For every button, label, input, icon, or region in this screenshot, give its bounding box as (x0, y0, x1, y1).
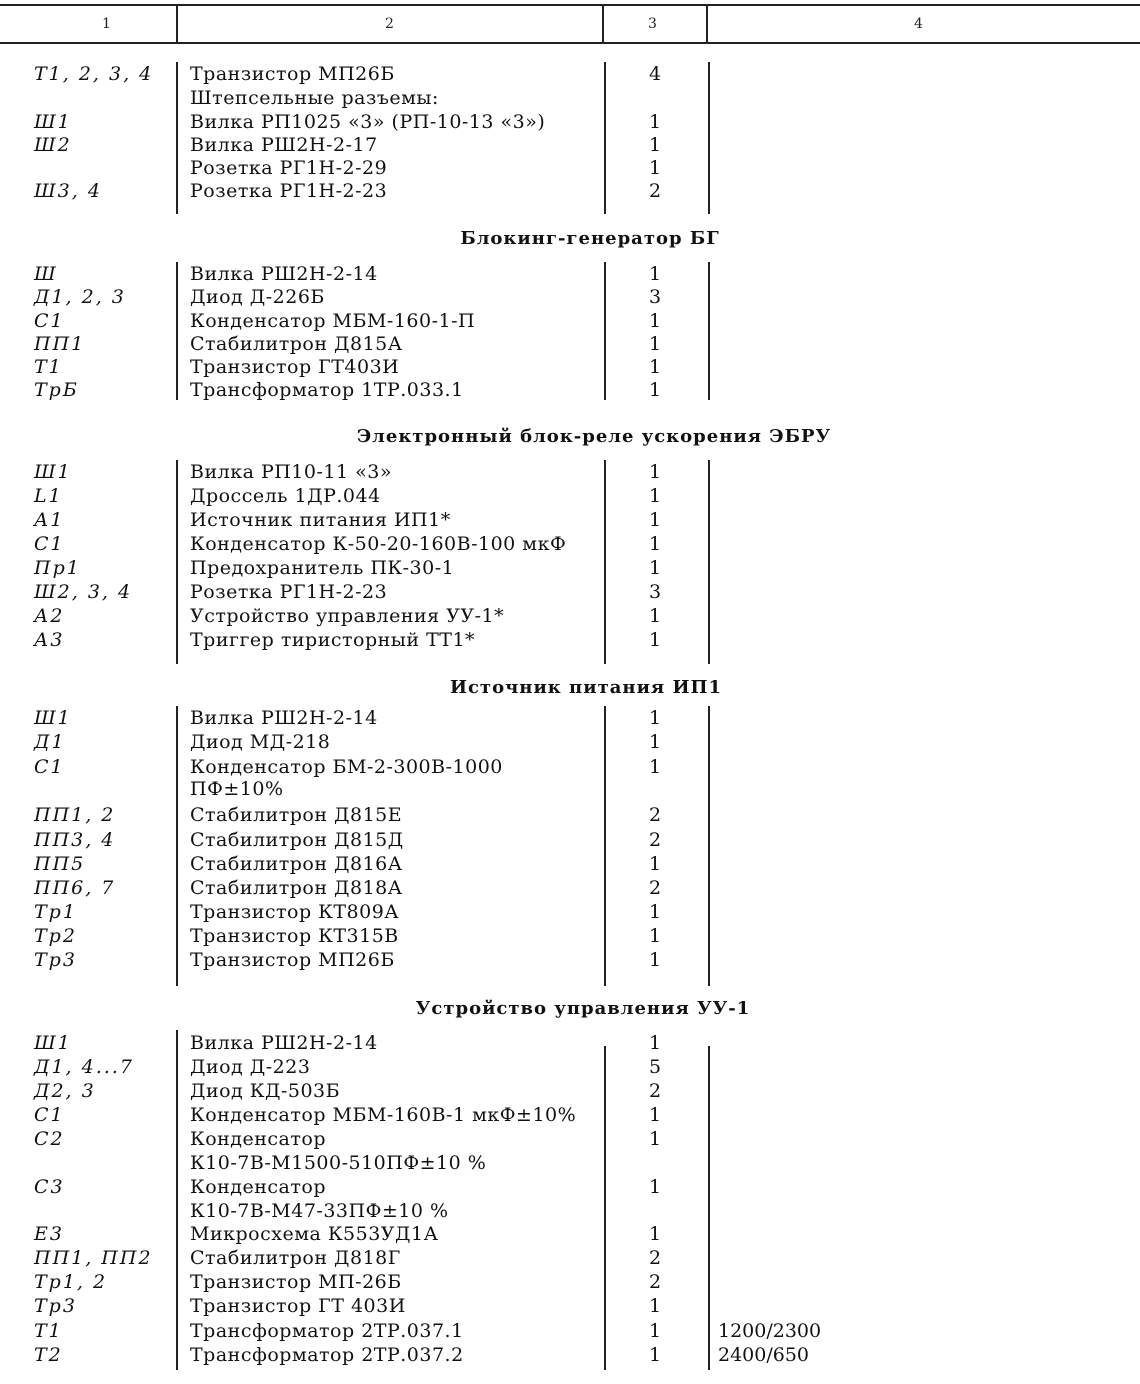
table-row (0, 285, 1140, 309)
quantity: 1 (648, 111, 662, 133)
component-name: Конденсатор (190, 1176, 326, 1198)
ref-designator: С1 (34, 310, 65, 332)
component-name: Стабилитрон Д816А (190, 853, 403, 875)
ref-designator: Ш2, 3, 4 (34, 581, 133, 603)
table-row (0, 484, 1140, 508)
quantity: 5 (648, 1056, 662, 1078)
table-row (0, 262, 1140, 286)
component-name: Транзистор ГТ403И (190, 356, 400, 378)
ref-designator: Тр1, 2 (34, 1271, 108, 1293)
quantity: 1 (648, 310, 662, 332)
quantity: 1 (648, 557, 662, 579)
component-name: Конденсатор МБМ-160В-1 мкФ±10% (190, 1104, 577, 1126)
ref-designator: А1 (34, 509, 65, 531)
table-row (0, 1031, 1140, 1055)
note: 2400/650 (718, 1344, 810, 1366)
component-name: Трансформатор 2ТР.037.2 (190, 1344, 464, 1366)
ref-designator: Д1, 2, 3 (34, 286, 126, 308)
quantity: 1 (648, 263, 662, 285)
ref-designator: Т1 (34, 356, 63, 378)
component-name: Конденсатор К-50-20-160В-100 мкФ (190, 533, 567, 555)
component-name: Стабилитрон Д815Д (190, 829, 404, 851)
quantity: 4 (648, 63, 662, 85)
component-name: Конденсатор (190, 1128, 326, 1150)
ref-designator: С1 (34, 1104, 65, 1126)
quantity: 1 (648, 756, 662, 778)
header-divider-3 (706, 4, 708, 42)
quantity: 1 (648, 707, 662, 729)
header-col-1: 1 (102, 16, 111, 32)
ref-designator: С3 (34, 1176, 65, 1198)
note: 1200/2300 (718, 1320, 822, 1342)
ref-designator: С1 (34, 756, 65, 778)
quantity: 1 (648, 731, 662, 753)
component-name: Транзистор МП26Б (190, 949, 395, 971)
section-title: Электронный блок-реле ускорения ЭБРУ (356, 426, 832, 447)
component-name-continued: К10-7В-М47-33ПФ±10 % (190, 1200, 449, 1222)
quantity: 1 (648, 157, 662, 179)
ref-designator: ПП3, 4 (34, 829, 116, 851)
component-name: Конденсатор МБМ-160-1-П (190, 310, 476, 332)
component-name: Конденсатор БМ-2-300В-1000 (190, 756, 503, 778)
quantity: 1 (648, 1344, 662, 1366)
table-row (0, 532, 1140, 556)
quantity: 1 (648, 356, 662, 378)
header-divider-2 (602, 4, 604, 42)
ref-designator: Т2 (34, 1344, 63, 1366)
table-row (0, 900, 1140, 924)
section-title: Блокинг-генератор БГ (460, 228, 720, 249)
table-row (0, 852, 1140, 876)
component-name-continued: К10-7В-М1500-510ПФ±10 % (190, 1152, 487, 1174)
quantity: 1 (648, 629, 662, 651)
quantity: 3 (648, 581, 662, 603)
quantity: 1 (648, 1128, 662, 1150)
table-row (0, 803, 1140, 827)
component-name: Транзистор КТ809А (190, 901, 400, 923)
component-name: Вилка РП1025 «3» (РП-10-13 «3») (190, 111, 546, 133)
quantity: 2 (648, 1271, 662, 1293)
component-name: Трансформатор 1ТР.033.1 (190, 379, 464, 401)
table-row (0, 1319, 1140, 1343)
component-name: Штепсельные разъемы: (190, 87, 439, 109)
quantity: 1 (648, 1320, 662, 1342)
ref-designator: Д2, 3 (34, 1080, 96, 1102)
ref-designator: Ш2 (34, 134, 72, 156)
table-row (0, 628, 1140, 652)
component-name: Стабилитрон Д818А (190, 877, 403, 899)
quantity: 1 (648, 485, 662, 507)
ref-designator: Тр3 (34, 949, 77, 971)
quantity: 1 (648, 949, 662, 971)
quantity: 1 (648, 1104, 662, 1126)
table-row (0, 62, 1140, 86)
ref-designator: Ш3, 4 (34, 180, 102, 202)
table-row (0, 556, 1140, 580)
ref-designator: Т1 (34, 1320, 63, 1342)
ref-designator: Ш1 (34, 1032, 72, 1054)
table-row (0, 755, 1140, 779)
component-name: Диод КД-503Б (190, 1080, 341, 1102)
table-row (0, 110, 1140, 134)
component-name: Диод МД-218 (190, 731, 331, 753)
table-row (0, 460, 1140, 484)
header-col-2: 2 (385, 16, 394, 32)
component-name: Транзистор МП-26Б (190, 1271, 402, 1293)
ref-designator: Ш1 (34, 461, 72, 483)
header-col-4: 4 (914, 16, 923, 32)
component-name: Розетка РГ1Н-2-23 (190, 180, 388, 202)
component-name: Вилка РШ2Н-2-17 (190, 134, 378, 156)
ref-designator: С1 (34, 533, 65, 555)
quantity: 1 (648, 925, 662, 947)
ref-designator: Д1 (34, 731, 66, 753)
table-row (0, 133, 1140, 157)
header-divider-1 (176, 4, 178, 42)
table-row (0, 948, 1140, 972)
component-name: Предохранитель ПК-30-1 (190, 557, 455, 579)
ref-designator: Т1, 2, 3, 4 (34, 63, 154, 85)
table-row (0, 332, 1140, 356)
ref-designator: ПП1, ПП2 (34, 1247, 153, 1269)
quantity: 2 (648, 1080, 662, 1102)
quantity: 2 (648, 1247, 662, 1269)
quantity: 2 (648, 804, 662, 826)
component-name: Стабилитрон Д815Е (190, 804, 403, 826)
ref-designator: А3 (34, 629, 65, 651)
table-row (0, 378, 1140, 402)
ref-designator: ПП5 (34, 853, 86, 875)
table-row (0, 179, 1140, 203)
quantity: 1 (648, 605, 662, 627)
table-row (0, 828, 1140, 852)
table-row (0, 730, 1140, 754)
component-name: Вилка РШ2Н-2-14 (190, 1032, 378, 1054)
component-name: Транзистор ГТ 403И (190, 1295, 406, 1317)
table-row (0, 1222, 1140, 1246)
component-name: Источник питания ИП1* (190, 509, 451, 531)
ref-designator: ПП1, 2 (34, 804, 116, 826)
ref-designator: А2 (34, 605, 65, 627)
table-row (0, 1103, 1140, 1127)
quantity: 2 (648, 180, 662, 202)
ref-designator: Ш1 (34, 111, 72, 133)
ref-designator: Ш (34, 263, 58, 285)
component-name: Трансформатор 2ТР.037.1 (190, 1320, 464, 1342)
quantity: 2 (648, 829, 662, 851)
quantity: 1 (648, 134, 662, 156)
header-bottom-rule (0, 42, 1140, 44)
component-name: Диод Д-226Б (190, 286, 325, 308)
quantity: 1 (648, 853, 662, 875)
ref-designator: ТрБ (34, 379, 79, 401)
component-name: Розетка РГ1Н-2-29 (190, 157, 388, 179)
ref-designator: Тр2 (34, 925, 77, 947)
table-row (0, 1343, 1140, 1367)
component-name: Вилка РШ2Н-2-14 (190, 263, 378, 285)
table-row (0, 1127, 1140, 1151)
ref-designator: Пр1 (34, 557, 81, 579)
table-row (0, 508, 1140, 532)
quantity: 1 (648, 1176, 662, 1198)
table-row (0, 1246, 1140, 1270)
ref-designator: Д1, 4...7 (34, 1056, 134, 1078)
ref-designator: Тр1 (34, 901, 77, 923)
ref-designator: L1 (34, 485, 63, 507)
ref-designator: С2 (34, 1128, 65, 1150)
table-row (0, 876, 1140, 900)
table-row (0, 1270, 1140, 1294)
quantity: 1 (648, 333, 662, 355)
table-row (0, 706, 1140, 730)
component-name: Вилка РП10-11 «3» (190, 461, 392, 483)
quantity: 1 (648, 509, 662, 531)
quantity: 1 (648, 461, 662, 483)
header-col-3: 3 (648, 16, 657, 32)
component-name: Транзистор КТ315В (190, 925, 399, 947)
ref-designator: Ш1 (34, 707, 72, 729)
component-name: Устройство управления УУ-1* (190, 605, 505, 627)
table-row (0, 86, 1140, 110)
component-name: Дроссель 1ДР.044 (190, 485, 381, 507)
quantity: 1 (648, 379, 662, 401)
table-row (0, 1294, 1140, 1318)
component-name: Вилка РШ2Н-2-14 (190, 707, 378, 729)
table-row (0, 580, 1140, 604)
section-title: Устройство управления УУ-1 (415, 998, 751, 1019)
table-row (0, 1055, 1140, 1079)
table-row (0, 604, 1140, 628)
table-row (0, 355, 1140, 379)
ref-designator: ПП1 (34, 333, 86, 355)
component-name: Стабилитрон Д815А (190, 333, 403, 355)
component-name: Микросхема К553УД1А (190, 1223, 439, 1245)
ref-designator: ПП6, 7 (34, 877, 116, 899)
component-name: Транзистор МП26Б (190, 63, 395, 85)
quantity: 1 (648, 901, 662, 923)
quantity: 1 (648, 533, 662, 555)
section-title: Источник питания ИП1 (449, 677, 723, 698)
header-top-rule (0, 4, 1140, 6)
quantity: 1 (648, 1295, 662, 1317)
table-row (0, 1079, 1140, 1103)
component-name: Триггер тиристорный ТТ1* (190, 629, 476, 651)
quantity: 1 (648, 1223, 662, 1245)
ref-designator: Тр3 (34, 1295, 77, 1317)
table-row (0, 924, 1140, 948)
component-name: Розетка РГ1Н-2-23 (190, 581, 388, 603)
component-name: Диод Д-223 (190, 1056, 311, 1078)
quantity: 2 (648, 877, 662, 899)
quantity: 1 (648, 1032, 662, 1054)
table-row (0, 309, 1140, 333)
table-row (0, 156, 1140, 180)
table-row (0, 1175, 1140, 1199)
component-name: Стабилитрон Д818Г (190, 1247, 401, 1269)
component-name-continued: ПФ±10% (190, 778, 284, 800)
ref-designator: Е3 (34, 1223, 64, 1245)
quantity: 3 (648, 286, 662, 308)
